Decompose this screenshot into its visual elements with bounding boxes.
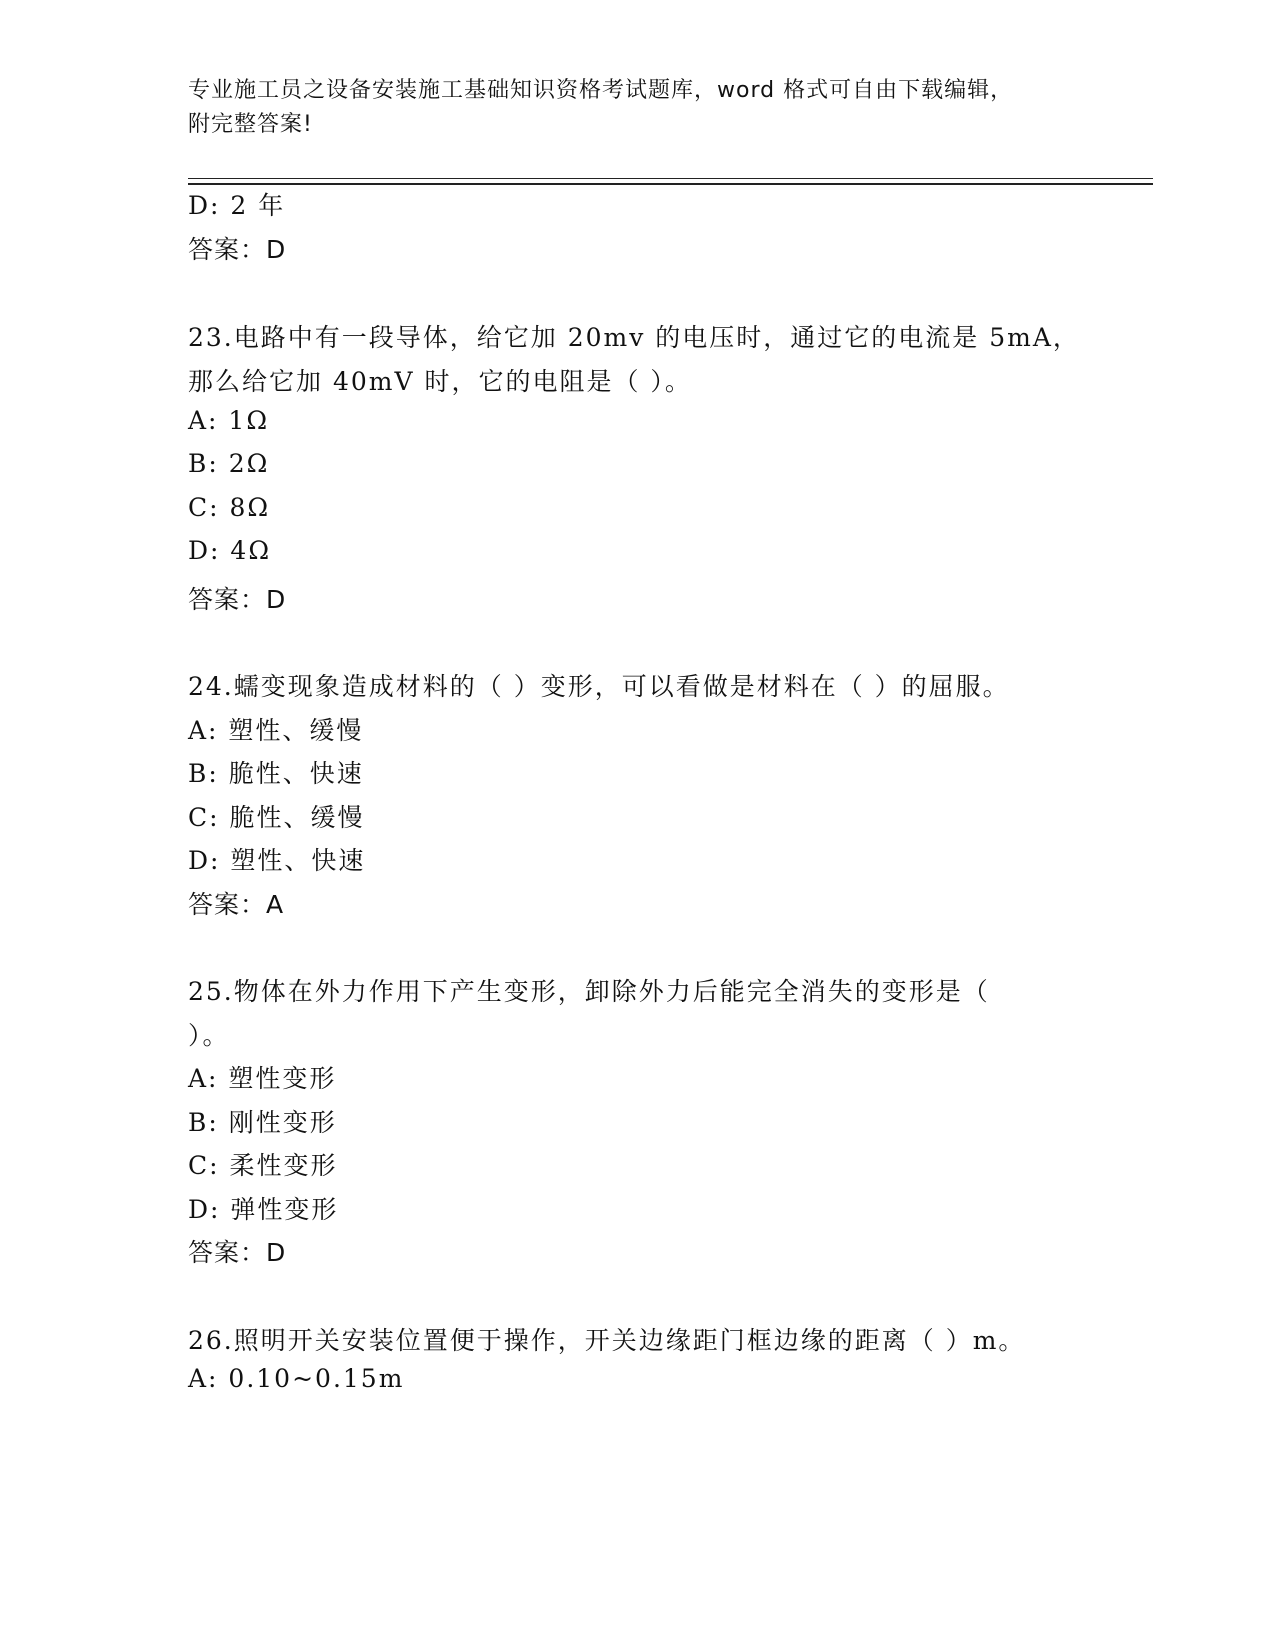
- q25-option-b: B: 刚性变形: [188, 1108, 337, 1137]
- prev-answer: 答案：D: [188, 235, 287, 264]
- header-divider-thick: [188, 183, 1153, 185]
- header-divider-thin: [188, 178, 1153, 179]
- q23-stem-line-2: 那么给它加 40mV 时，它的电阻是（ ）。: [188, 367, 692, 396]
- header-line-2: 附完整答案!: [188, 112, 313, 137]
- q24-answer: 答案：A: [188, 890, 285, 919]
- q25-answer: 答案：D: [188, 1238, 287, 1267]
- q23-option-a: A: 1Ω: [188, 406, 270, 435]
- q25-option-a: A: 塑性变形: [188, 1064, 337, 1093]
- q26-stem-line-1: 26.照明开关安装位置便于操作，开关边缘距门框边缘的距离（ ）m。: [188, 1326, 1026, 1355]
- q25-option-d: D: 弹性变形: [188, 1195, 339, 1224]
- q23-stem-line-1: 23.电路中有一段导体，给它加 20mv 的电压时，通过它的电流是 5mA，: [188, 323, 1080, 352]
- q25-option-c: C: 柔性变形: [188, 1151, 338, 1180]
- q23-option-c: C: 8Ω: [188, 493, 271, 522]
- q24-stem-line-1: 24.蠕变现象造成材料的（ ）变形，可以看做是材料在（ ）的屈服。: [188, 672, 1010, 701]
- q23-answer: 答案：D: [188, 585, 287, 614]
- document-header: [188, 74, 1168, 142]
- q23-option-b: B: 2Ω: [188, 449, 270, 478]
- q24-option-a: A: 塑性、缓慢: [188, 716, 364, 745]
- q24-option-d: D: 塑性、快速: [188, 846, 366, 875]
- q23-option-d: D: 4Ω: [188, 536, 272, 565]
- q25-stem-line-1: 25.物体在外力作用下产生变形，卸除外力后能完全消失的变形是（: [188, 977, 990, 1006]
- header-line-1: 专业施工员之设备安装施工基础知识资格考试题库，word 格式可自由下载编辑，: [188, 78, 1014, 103]
- prev-option-d: D: 2 年: [188, 191, 286, 220]
- q24-option-c: C: 脆性、缓慢: [188, 803, 365, 832]
- q24-option-b: B: 脆性、快速: [188, 759, 364, 788]
- q25-stem-line-2: ）。: [188, 1021, 230, 1050]
- q26-option-a: A: 0.10~0.15m: [188, 1364, 405, 1393]
